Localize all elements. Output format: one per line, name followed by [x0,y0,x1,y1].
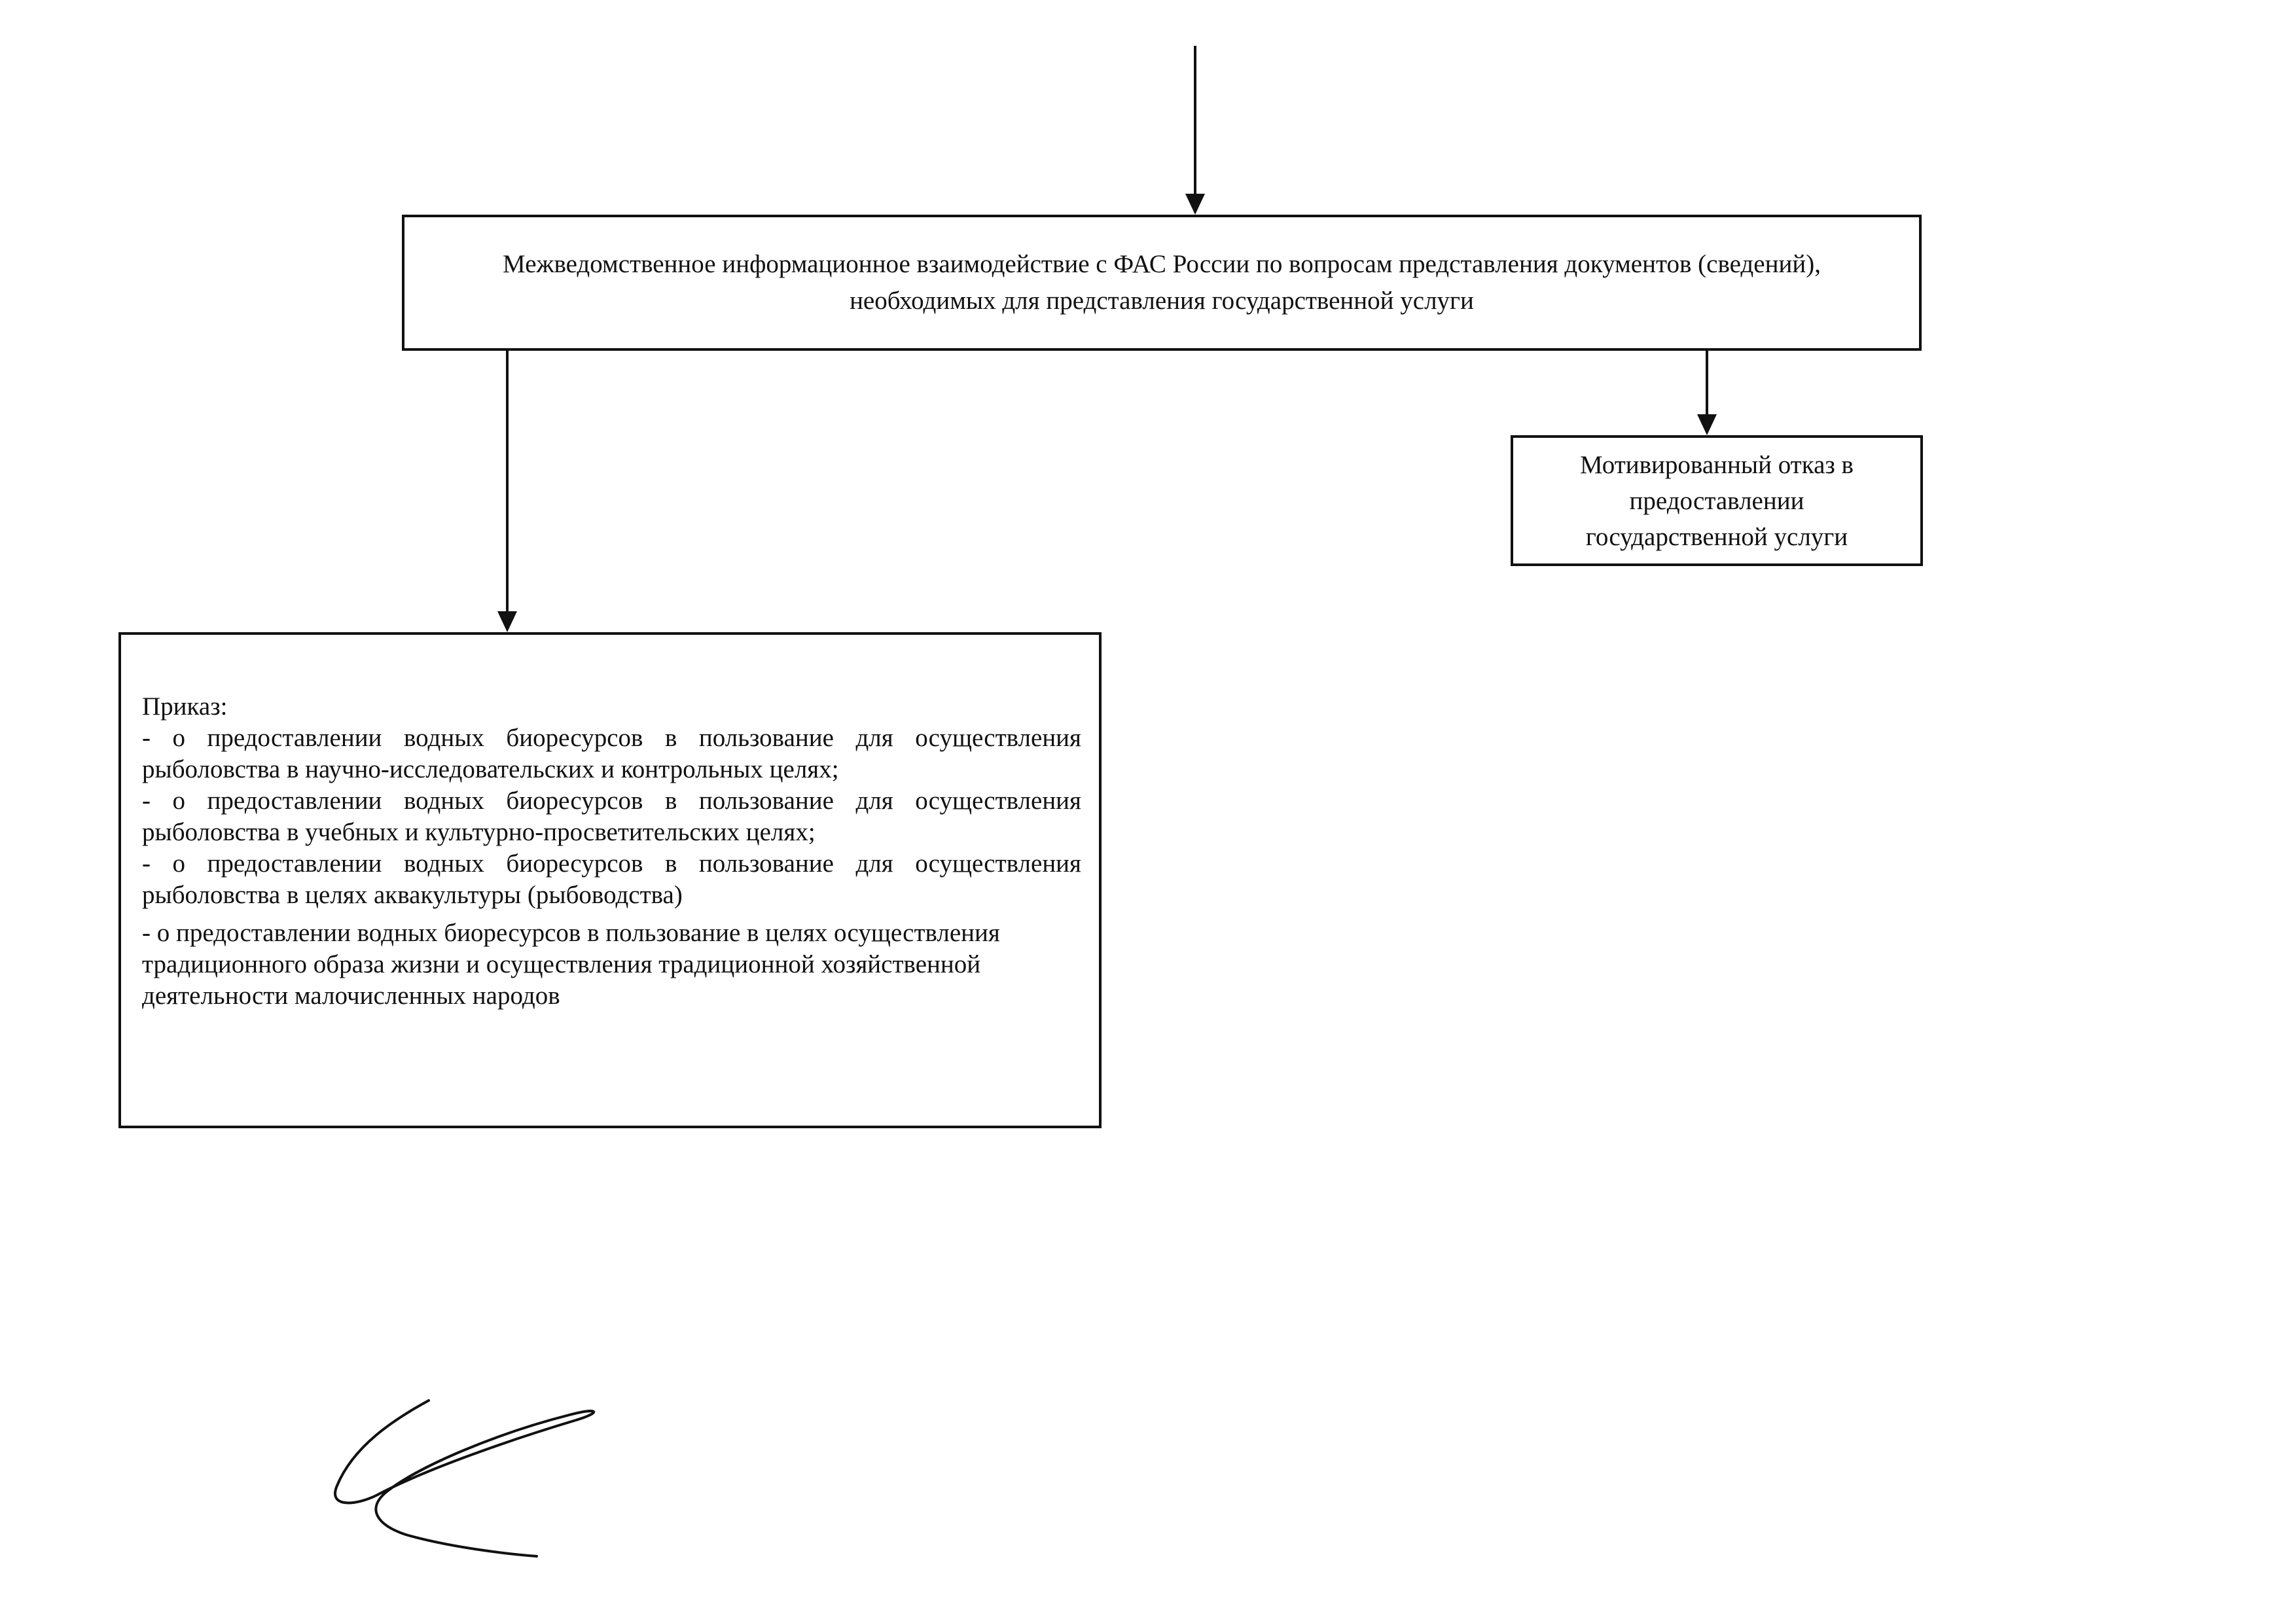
order-item-3: - о предоставлении водных биоресурсов в пользование для осуществления рыболовства в целях аквакультуры (рыбоводства) [142,849,1081,909]
order-title: Приказ: [142,692,228,721]
order-item-1: - о предоставлении водных биоресурсов в пользование для осуществления рыболовства в научно-исследовательских и контрольных целях; [142,724,1081,783]
refusal-line-3: государственной услуги [1585,522,1848,551]
order-item-2: - о предоставлении водных биоресурсов в пользование для осуществления рыболовства в учебных и культурно-просветительских целях; [142,787,1081,846]
refusal-line-1: Мотивированный отказ в [1580,450,1854,479]
refusal-line-2: предоставлении [1629,486,1804,515]
order-item-4: - о предоставлении водных биоресурсов в пользование в целях осуществления традиционного образа жизни и осуществления традиционной хозяйственной деятельности малочисленных народов [142,919,1000,1010]
interaction-line-1: Межведомственное информационное взаимодействие с ФАС России по вопросам представления документов (сведений), [503,250,1821,278]
interaction-line-2: необходимых для представления государственной услуги [850,287,1474,315]
